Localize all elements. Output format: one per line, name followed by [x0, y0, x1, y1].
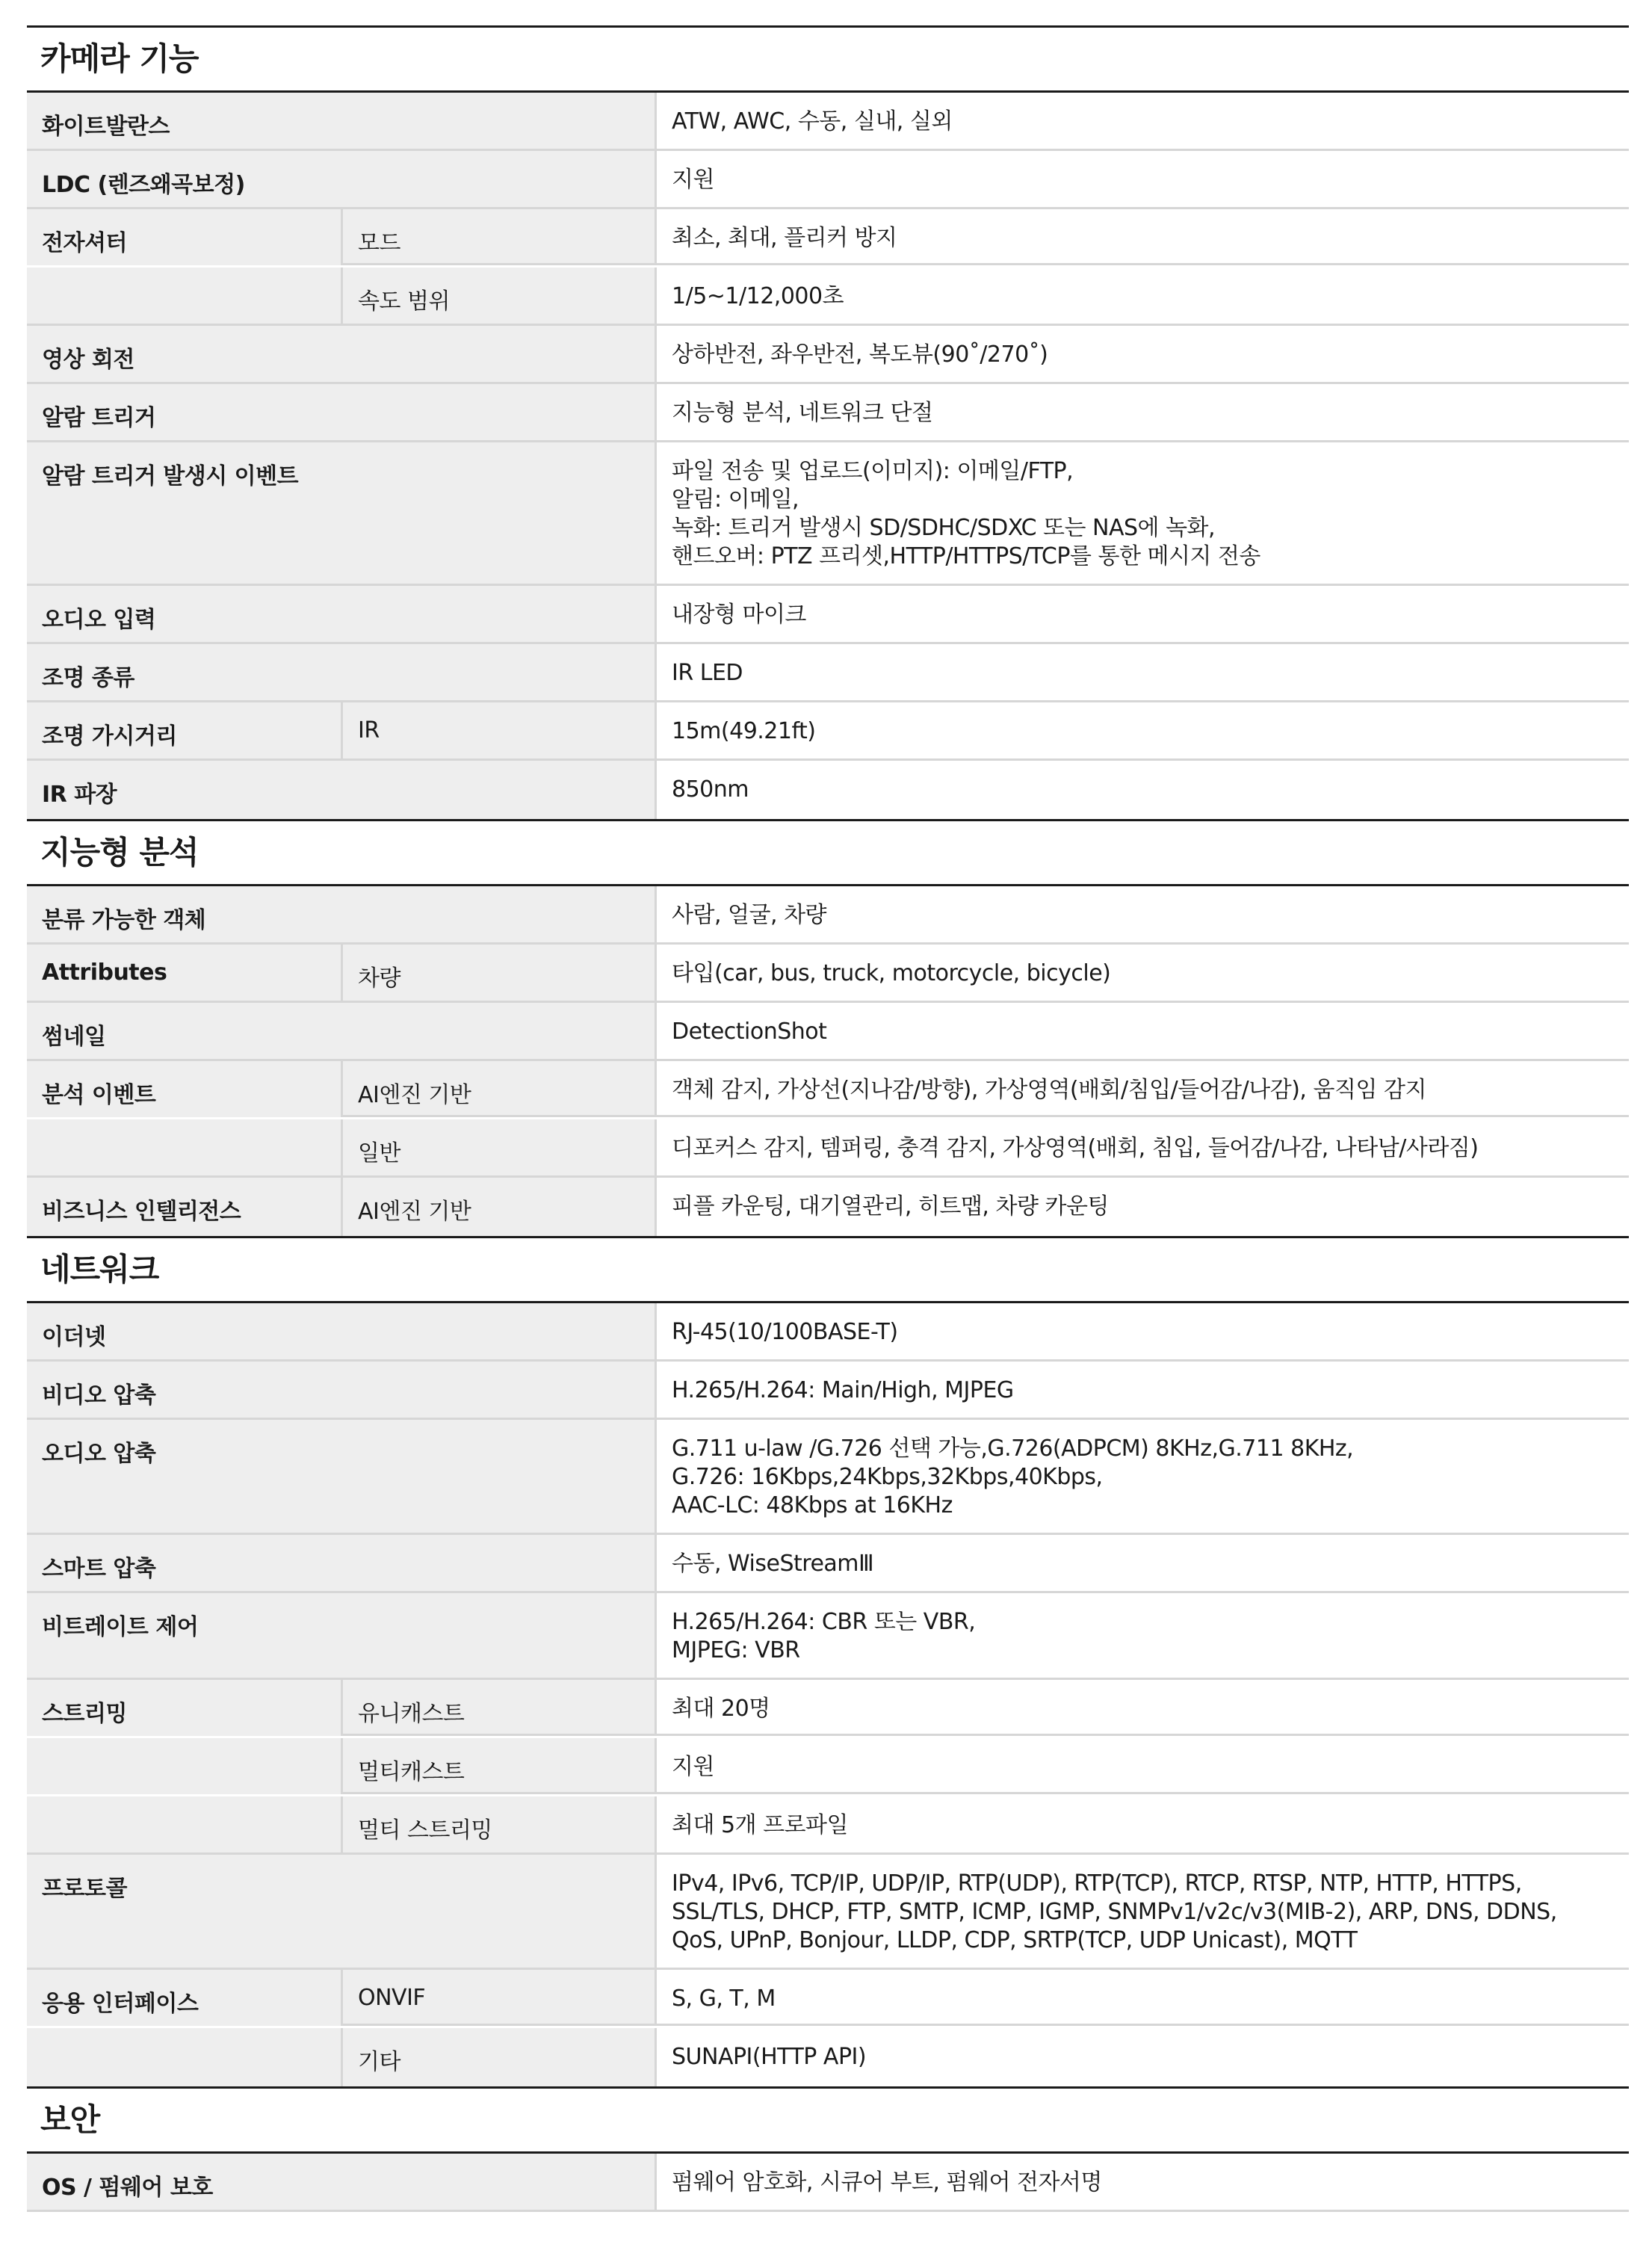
row-value: 1/5~1/12,000초 [655, 268, 1629, 324]
table-row [27, 268, 1629, 326]
row-label: 영상 회전 [27, 326, 655, 382]
row-label: 비디오 압축 [27, 1362, 655, 1418]
spec-document [27, 25, 1629, 2212]
row-value: 디포커스 감지, 템퍼링, 충격 감지, 가상영역(배회, 침입, 들어감/나감, 나타남/사라짐) [655, 1119, 1629, 1175]
row-value: ATW, AWC, 수동, 실내, 실외 [655, 93, 1629, 149]
row-value: SUNAPI(HTTP API) [655, 2028, 1629, 2086]
table-row [27, 151, 1629, 209]
row-value: 최소, 최대, 플리커 방지 [655, 209, 1629, 265]
row-label: 스마트 압축 [27, 1535, 655, 1591]
row-label: OS / 펌웨어 보호 [27, 2154, 655, 2210]
section-network [27, 1236, 1629, 2086]
table-row [27, 1796, 1629, 1855]
row-value: 타입(car, bus, truck, motorcycle, bicycle) [655, 945, 1629, 1001]
table-row [27, 1535, 1629, 1593]
row-value: IR LED [655, 644, 1629, 700]
row-label: 오디오 입력 [27, 586, 655, 642]
row-label: 응용 인터페이스 [27, 1970, 341, 2026]
row-sublabel: 모드 [341, 209, 655, 265]
table-row [27, 442, 1629, 586]
row-label: 이더넷 [27, 1303, 655, 1359]
section-title: 지능형 분석 [27, 819, 1629, 886]
table-row [27, 1003, 1629, 1061]
row-value: IPv4, IPv6, TCP/IP, UDP/IP, RTP(UDP), RTP(TCP), RTCP, RTSP, NTP, HTTP, HTTPS, SSL/TLS, DHCP, FTP, SMTP, ICMP, IGMP, SNMPv1/v2c/v3(MIB-2), ARP, DNS, DDNS, QoS, UPnP, Bonjour, LLDP, CDP, SRTP(TCP, UDP Unicast), MQTT [655, 1855, 1629, 1968]
row-value: 최대 20명 [655, 1680, 1629, 1736]
row-sublabel: AI엔진 기반 [341, 1061, 655, 1117]
row-value: 내장형 마이크 [655, 586, 1629, 642]
row-value: 15m(49.21ft) [655, 702, 1629, 758]
row-value: RJ-45(10/100BASE-T) [655, 1303, 1629, 1359]
row-label [27, 1119, 341, 1175]
row-label: 분석 이벤트 [27, 1061, 341, 1117]
section-camera [27, 25, 1629, 819]
row-sublabel: 일반 [341, 1119, 655, 1175]
table-row [27, 702, 1629, 761]
row-value: H.265/H.264: Main/High, MJPEG [655, 1362, 1629, 1418]
row-label: 전자셔터 [27, 209, 341, 265]
table-row [27, 644, 1629, 702]
row-label: 비트레이트 제어 [27, 1593, 655, 1678]
table-row [27, 1303, 1629, 1362]
row-value: 지원 [655, 1738, 1629, 1794]
row-label: LDC (렌즈왜곡보정) [27, 151, 655, 207]
row-label: 조명 가시거리 [27, 702, 341, 758]
row-sublabel: 유니캐스트 [341, 1680, 655, 1736]
row-value: S, G, T, M [655, 1970, 1629, 2026]
table-row [27, 586, 1629, 644]
table-row [27, 1680, 1629, 1738]
row-value: 피플 카운팅, 대기열관리, 히트맵, 차량 카운팅 [655, 1178, 1629, 1236]
row-sublabel: 기타 [341, 2028, 655, 2086]
row-sublabel: ONVIF [341, 1970, 655, 2026]
table-row [27, 209, 1629, 268]
row-value: 850nm [655, 761, 1629, 819]
section-analytics [27, 819, 1629, 1236]
table-row [27, 326, 1629, 384]
table-row [27, 2154, 1629, 2212]
row-label: 썸네일 [27, 1003, 655, 1059]
table-row [27, 1362, 1629, 1420]
table-row [27, 1061, 1629, 1119]
table-row [27, 886, 1629, 945]
row-label: 알람 트리거 [27, 384, 655, 440]
row-label: 화이트발란스 [27, 93, 655, 149]
row-label: 분류 가능한 객체 [27, 886, 655, 942]
table-row [27, 384, 1629, 442]
row-label: IR 파장 [27, 761, 655, 819]
table-row [27, 945, 1629, 1003]
table-row [27, 2028, 1629, 2086]
table-row [27, 1970, 1629, 2028]
row-sublabel: 멀티 스트리밍 [341, 1796, 655, 1852]
row-value: 사람, 얼굴, 차량 [655, 886, 1629, 942]
table-row [27, 1119, 1629, 1178]
table-row [27, 1593, 1629, 1680]
row-sublabel: IR [341, 702, 655, 758]
row-sublabel: 멀티캐스트 [341, 1738, 655, 1794]
section-title: 네트워크 [27, 1236, 1629, 1303]
row-label: 스트리밍 [27, 1680, 341, 1736]
table-row [27, 1738, 1629, 1796]
row-value: H.265/H.264: CBR 또는 VBR, MJPEG: VBR [655, 1593, 1629, 1678]
row-value: DetectionShot [655, 1003, 1629, 1059]
row-value: 최대 5개 프로파일 [655, 1796, 1629, 1852]
row-label: 오디오 압축 [27, 1420, 655, 1533]
row-value: 수동, WiseStreamⅢ [655, 1535, 1629, 1591]
section-title: 보안 [27, 2086, 1629, 2154]
row-value: 지능형 분석, 네트워크 단절 [655, 384, 1629, 440]
row-label: 알람 트리거 발생시 이벤트 [27, 442, 655, 584]
section-security [27, 2086, 1629, 2212]
table-row [27, 1855, 1629, 1970]
row-value: 펌웨어 암호화, 시큐어 부트, 펌웨어 전자서명 [655, 2154, 1629, 2210]
table-row [27, 1420, 1629, 1535]
row-sublabel: 차량 [341, 945, 655, 1001]
row-label: 조명 종류 [27, 644, 655, 700]
table-row [27, 1178, 1629, 1236]
row-value: 파일 전송 및 업로드(이미지): 이메일/FTP, 알림: 이메일, 녹화: 트리거 발생시 SD/SDHC/SDXC 또는 NAS에 녹화, 핸드오버: PTZ 프리셋,HTTP/HTTPS/TCP를 통한 메시지 전송 [655, 442, 1629, 584]
row-label: 비즈니스 인텔리전스 [27, 1178, 341, 1236]
row-value: 상하반전, 좌우반전, 복도뷰(90˚/270˚) [655, 326, 1629, 382]
row-label [27, 1796, 341, 1852]
row-value: G.711 u-law /G.726 선택 가능,G.726(ADPCM) 8KHz,G.711 8KHz, G.726: 16Kbps,24Kbps,32Kbps,40Kbps, AAC-LC: 48Kbps at 16KHz [655, 1420, 1629, 1533]
row-value: 객체 감지, 가상선(지나감/방향), 가상영역(배회/침입/들어감/나감), 움직임 감지 [655, 1061, 1629, 1117]
row-sublabel: 속도 범위 [341, 268, 655, 324]
row-label: Attributes [27, 945, 341, 1001]
row-label: 프로토콜 [27, 1855, 655, 1968]
table-row [27, 761, 1629, 819]
row-label [27, 2028, 341, 2086]
row-value: 지원 [655, 151, 1629, 207]
row-label [27, 1738, 341, 1794]
row-sublabel: AI엔진 기반 [341, 1178, 655, 1236]
row-label [27, 268, 341, 324]
table-row [27, 93, 1629, 151]
section-title: 카메라 기능 [27, 25, 1629, 93]
